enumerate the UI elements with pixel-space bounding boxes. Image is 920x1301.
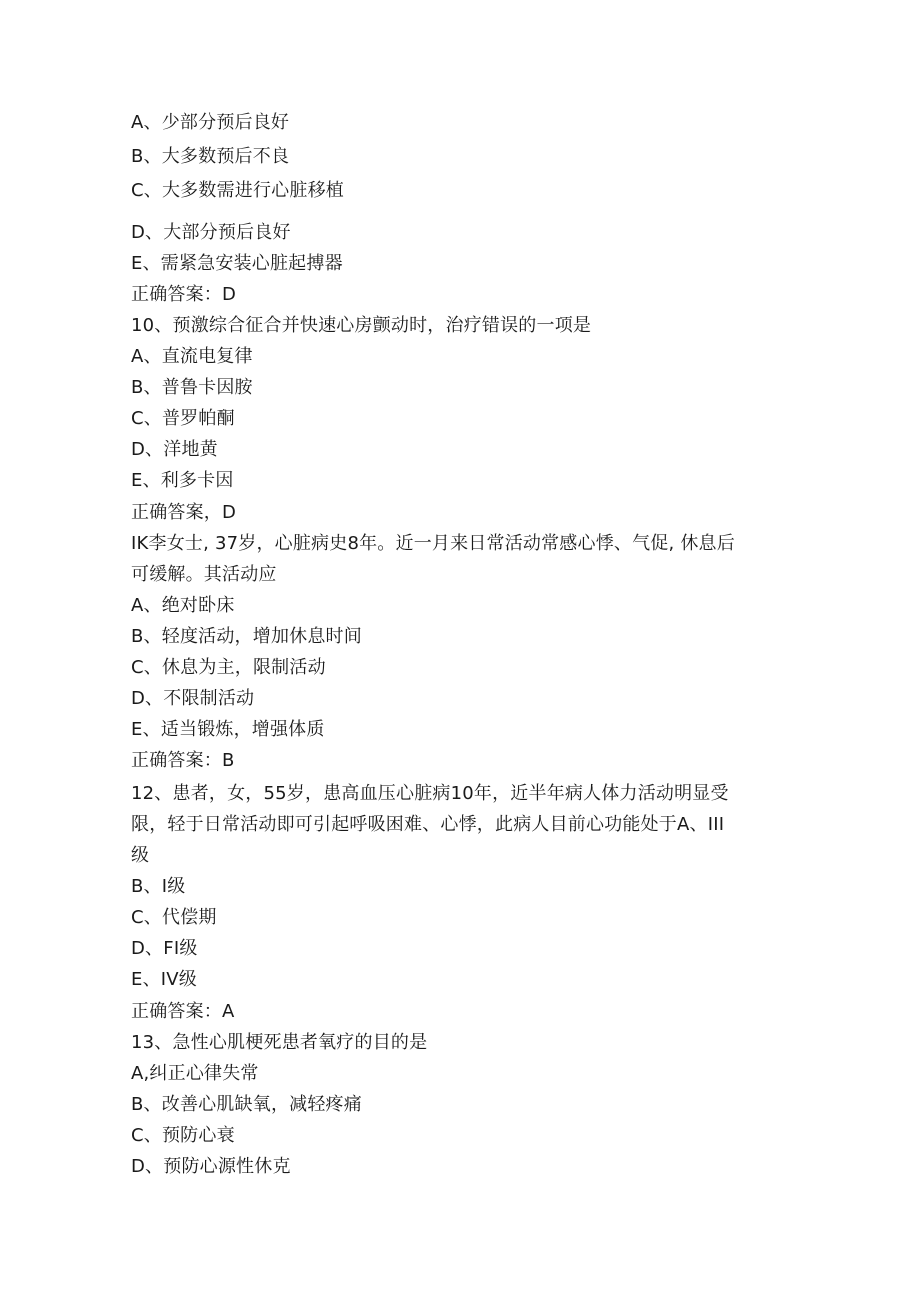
- option-line: C、预防心衰: [131, 1125, 235, 1146]
- answer-line: 正确答案，D: [131, 502, 237, 523]
- option-line: E、需紧急安装心脏起搏器: [131, 253, 343, 274]
- question-line: 可缓解。其活动应: [131, 564, 277, 585]
- option-line: A、绝对卧床: [131, 595, 235, 616]
- option-line: C、休息为主，限制活动: [131, 657, 326, 678]
- option-line: B、大多数预后不良: [131, 146, 290, 167]
- question-line: 10、预激综合征合并快速心房颤动时，治疗错误的一项是: [131, 315, 592, 336]
- option-line: A,纠正心律失常: [131, 1063, 259, 1084]
- option-line: B、I级: [131, 876, 186, 897]
- answer-line: 正确答案：B: [131, 750, 235, 771]
- option-line: E、适当锻炼，增强体质: [131, 719, 325, 740]
- option-line: D、不限制活动: [131, 688, 255, 709]
- option-line: C、大多数需进行心脏移植: [131, 180, 344, 201]
- option-line: B、轻度活动，增加休息时间: [131, 626, 362, 647]
- option-line: A、少部分预后良好: [131, 112, 290, 133]
- option-line: D、FI级: [131, 938, 198, 959]
- option-line: B、改善心肌缺氧，减轻疼痛: [131, 1094, 362, 1115]
- option-line: E、IV级: [131, 969, 197, 990]
- question-line: 12、患者，女，55岁，患高血压心脏病10年，近半年病人体力活动明显受: [131, 783, 729, 804]
- question-line: IK李女士, 37岁，心脏病史8年。近一月来日常活动常感心悸、气促, 休息后: [131, 533, 735, 554]
- option-line: D、预防心源性休克: [131, 1156, 291, 1177]
- answer-line: 正确答案：A: [131, 1001, 235, 1022]
- option-line: E、利多卡因: [131, 470, 234, 491]
- option-line: A、直流电复律: [131, 346, 253, 367]
- question-line: 级: [131, 845, 150, 866]
- option-line: C、代偿期: [131, 907, 217, 928]
- question-line: 限，轻于日常活动即可引起呼吸困难、心悸，此病人目前心功能处于A、III: [131, 814, 725, 835]
- option-line: D、洋地黄: [131, 439, 218, 460]
- question-line: 13、急性心肌梗死患者氧疗的目的是: [131, 1032, 428, 1053]
- option-line: C、普罗帕酮: [131, 408, 235, 429]
- answer-line: 正确答案：D: [131, 284, 237, 305]
- option-line: B、普鲁卡因胺: [131, 377, 253, 398]
- option-line: D、大部分预后良好: [131, 222, 291, 243]
